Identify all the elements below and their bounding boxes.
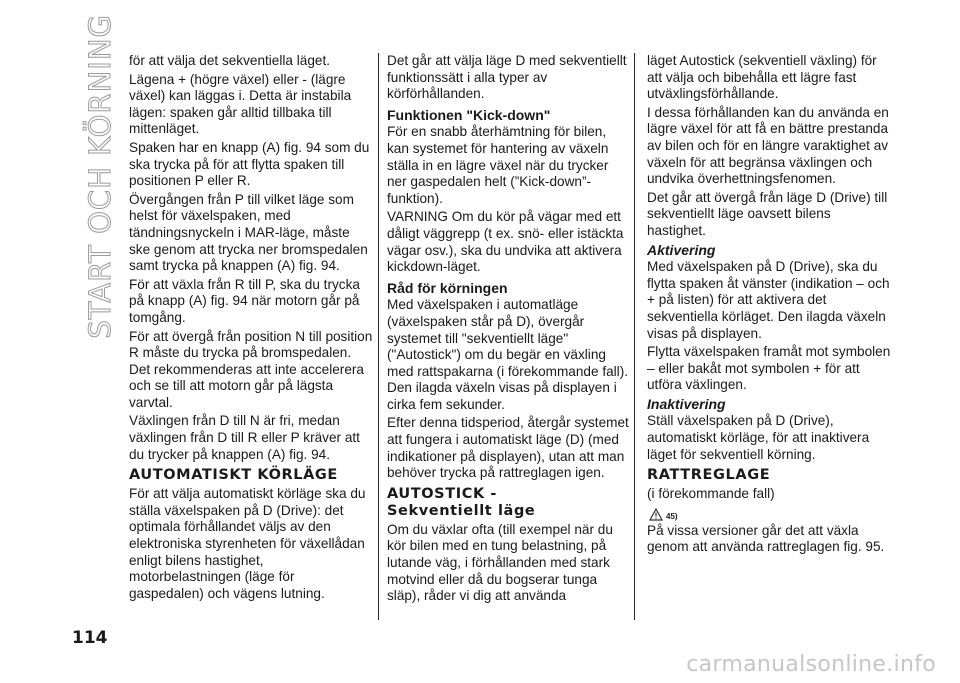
- column-divider: [378, 53, 379, 620]
- paragraph: För att övergå från position N till position R måste du trycka på bromspedalen. Det rekommenderas att inte accelerera och se till att motorn går på lägsta varvtal.: [129, 328, 373, 410]
- paragraph: Flytta växelspaken framåt mot symbolen – eller bakåt mot symbolen + för att utföra växlingen.: [647, 344, 891, 393]
- paragraph: Övergången från P till vilket läge som helst för växelspaken, med tändningsnyckeln i MAR-läge, måste ske genom att trycka ner bromspedalen samt trycka på knappen (A) fig. 94.: [129, 191, 368, 274]
- paragraph: Växlingen från D till N är fri, medan växlingen från D till R eller P kräver att du trycker på knappen (A) fig. 94.: [129, 413, 360, 462]
- paragraph: För en snabb återhämtning för bilen, kan systemet för hantering av växeln ställa in en lägre växel när du trycker ner gaspedalen helt (”Kick-down”-funktion).: [387, 124, 609, 206]
- footer-watermark: carmanualsonline.info: [686, 652, 936, 677]
- page-number: 114: [72, 628, 108, 648]
- paragraph: för att välja det sekventiella läget.: [129, 53, 330, 68]
- paragraph: Om du växlar ofta (till exempel när du kör bilen med en tung belastning, på lutande väg, i förhållanden med stark motvind eller då du bogserar tunga släp), råder vi dig att använda: [387, 521, 613, 604]
- subheading-kickdown: Funktionen "Kick-down": [387, 106, 551, 123]
- heading-line: AUTOSTICK -: [387, 485, 498, 502]
- section-heading-automatic: AUTOMATISKT KÖRLÄGE: [129, 467, 338, 484]
- paragraph: På vissa versioner går det att växla genom att använda rattreglagen fig. 95.: [647, 522, 885, 555]
- warning-reference: [649, 505, 891, 521]
- text-column-1: [129, 53, 373, 604]
- paragraph: För att växla från R till P, ska du trycka på knapp (A) fig. 94 när motorn går på tomgång.: [129, 276, 360, 325]
- paragraph: Lägena + (högre växel) eller - (lägre växel) kan läggas i. Detta är instabila lägen: spaken går alltid tillbaka till mittenläget.: [129, 71, 352, 137]
- section-heading-steering-controls: RATTREGLAGE: [647, 467, 771, 484]
- heading-line: Sekventiellt läge: [387, 502, 536, 519]
- paragraph: För att välja automatiskt körläge ska du ställa växelspaken på D (Drive): det optimala förhållandet väljs av den elektroniska styrenheten för växellådan enligt bilens hastighet, motorbelastningen (läge för gaspedalen) och vägens lutning.: [129, 486, 366, 601]
- paragraph: (i förekommande fall): [647, 486, 775, 502]
- paragraph: Spaken har en knapp (A) fig. 94 som du ska trycka på för att flytta spaken till positionen P eller R.: [129, 139, 370, 189]
- column-divider: [634, 53, 635, 620]
- paragraph: Det går att välja läge D med sekventiellt funktionssätt i alla typer av körförhållanden.: [387, 53, 627, 102]
- section-heading-autostick: [387, 486, 631, 520]
- paragraph: Efter denna tidsperiod, återgår systemet att fungera i automatiskt läge (D) (med indikationer på displayen), utan att man behöver trycka på rattreglagen igen.: [387, 415, 629, 481]
- chapter-title-text: START OCH KÖRNING: [83, 14, 117, 339]
- text-column-3: [647, 53, 891, 558]
- subheading-deactivation: Inaktivering: [647, 395, 726, 412]
- warning-number: 45): [666, 511, 678, 521]
- paragraph: läget Autostick (sekventiell växling) för att välja och bibehålla ett lägre fast utväxlingsförhållande.: [647, 53, 877, 102]
- chapter-side-title: [82, 14, 118, 339]
- warning-triangle-icon: [649, 508, 663, 521]
- text-column-2: [387, 53, 631, 607]
- paragraph: Med växelspaken på D (Drive), ska du flytta spaken åt vänster (indikation – och + på listen) för att aktivera det sekventiella körläget. Den ilagda växeln visas på displayen.: [647, 259, 890, 341]
- subheading-driving-advice: Råd för körningen: [387, 279, 508, 296]
- paragraph: Det går att övergå från läge D (Drive) till sekventiellt läge oavsett bilens hastighet.: [647, 189, 888, 238]
- subheading-activation: Aktivering: [647, 241, 716, 258]
- paragraph: Med växelspaken i automatläge (växelspaken står på D), övergår systemet till "sekventiellt läge" ("Autostick") om du begär en växling med rattspakarna (i förekommande fall). Den ilagda växeln visas på displayen i cirka fem sekunder.: [387, 297, 629, 412]
- paragraph: I dessa förhållanden kan du använda en lägre växel för att få en bättre prestanda av bilen och för en längre varaktighet av växeln för att begränsa växlingen och undvika överhettningsfenomen.: [647, 104, 889, 187]
- paragraph: Ställ växelspaken på D (Drive), automatiskt körläge, för att inaktivera läget för sekventiell körning.: [647, 413, 870, 462]
- warning-paragraph: VARNING Om du kör på vägar med ett dåligt väggrepp (t ex. snö- eller istäckta vägar osv.), ska du undvika att aktivera kickdown-läget.: [387, 209, 624, 275]
